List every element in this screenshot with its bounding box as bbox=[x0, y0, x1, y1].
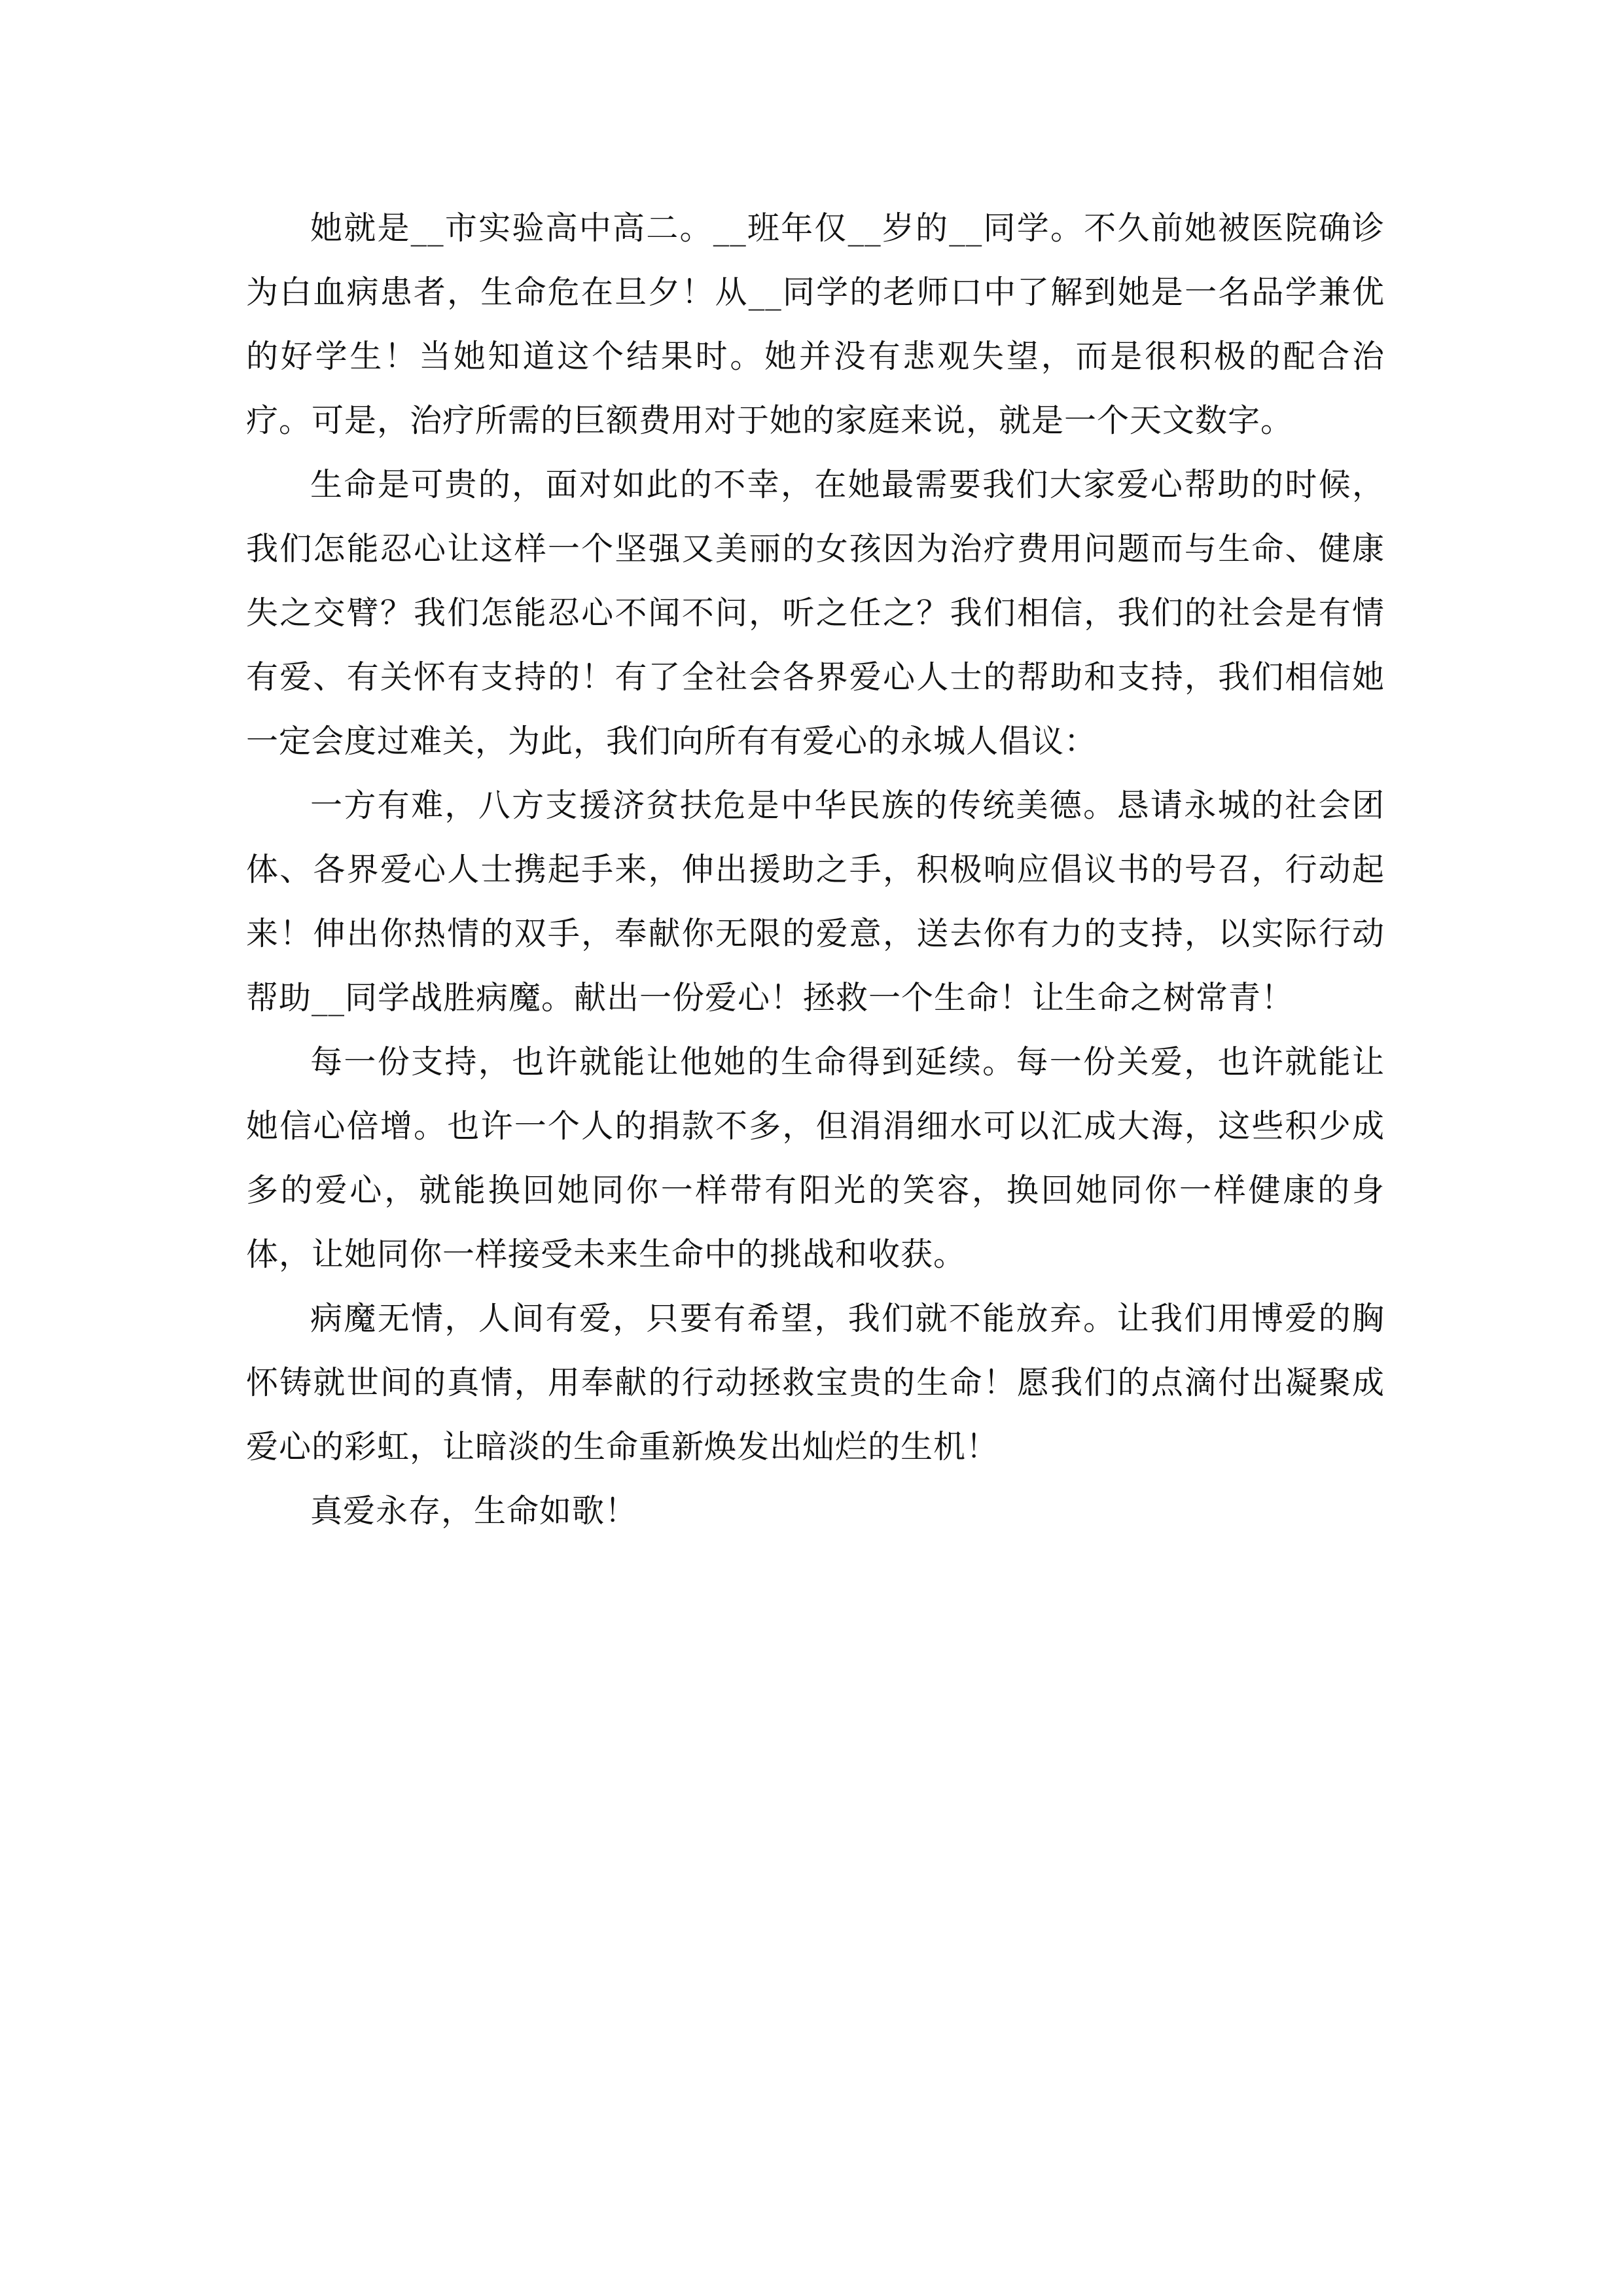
paragraph-3: 一方有难，八方支援济贫扶危是中华民族的传统美德。恳请永城的社会团体、各界爱心人士携起手来，伸出援助之手，积极响应倡议书的号召，行动起来！伸出你热情的双手，奉献你无限的爱意，送去你有力的支持，以实际行动帮助__同学战胜病魔。献出一份爱心！拯救一个生命！让生命之树常青！ bbox=[246, 787, 1385, 1016]
paragraph-2: 生命是可贵的，面对如此的不幸，在她最需要我们大家爱心帮助的时候，我们怎能忍心让这样一个坚强又美丽的女孩因为治疗费用问题而与生命、健康失之交臂？我们怎能忍心不闻不问，听之任之？我们相信，我们的社会是有情有爱、有关怀有支持的！有了全社会各界爱心人士的帮助和支持，我们相信她一定会度过难关，为此，我们向所有有爱心的永城人倡议： bbox=[246, 466, 1385, 760]
paragraph-6: 真爱永存，生命如歌！ bbox=[310, 1492, 638, 1530]
paragraph-4: 每一份支持，也许就能让他她的生命得到延续。每一份关爱，也许就能让她信心倍增。也许一个人的捐款不多，但涓涓细水可以汇成大海，这些积少成多的爱心，就能换回她同你一样带有阳光的笑容，换回她同你一样健康的身体，让她同你一样接受未来生命中的挑战和收获。 bbox=[246, 1043, 1385, 1273]
paragraph-1: 她就是__市实验高中高二。__班年仅__岁的__同学。不久前她被医院确诊为白血病患者，生命危在旦夕！从__同学的老师口中了解到她是一名品学兼优的好学生！当她知道这个结果时。她并没有悲观失望，而是很积极的配合治疗。可是，治疗所需的巨额费用对于她的家庭来说，就是一个天文数字。 bbox=[246, 209, 1385, 439]
document-body bbox=[246, 196, 1385, 1543]
paragraph-5: 病魔无情，人间有爱，只要有希望，我们就不能放弃。让我们用博爱的胸怀铸就世间的真情，用奉献的行动拯救宝贵的生命！愿我们的点滴付出凝聚成爱心的彩虹，让暗淡的生命重新焕发出灿烂的生机！ bbox=[246, 1300, 1385, 1465]
